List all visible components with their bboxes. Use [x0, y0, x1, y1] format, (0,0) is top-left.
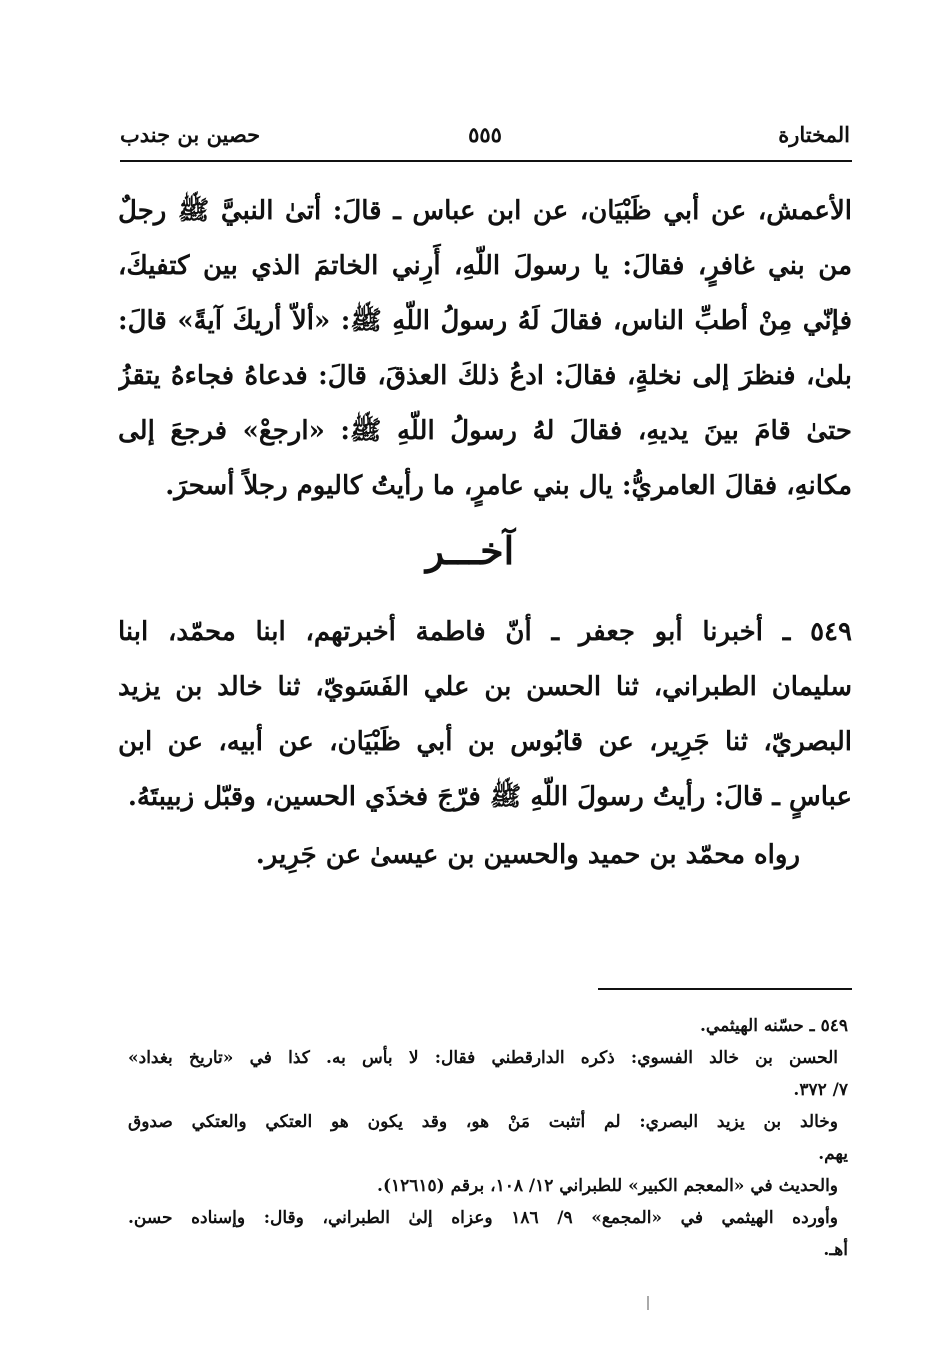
footnote-line: ٥٤٩ ـ حسّنه الهيثمي. — [700, 1016, 848, 1036]
section-title: آخـــر — [425, 528, 515, 573]
text-line: بلىٰ، فنظرَ إلى نخلةٍ، فقالَ: ادعُ ذلكَ العذقَ، قالَ: فدعاهُ فجاءهُ يتقزُ — [118, 361, 852, 391]
text-line: ٥٤٩ ـ أخبرنا أبو جعفر ـ أنّ فاطمة أخبرتهم، ابنا محمّد، ابنا — [118, 617, 852, 647]
footnote-line: وأورده الهيثمي في «المجمع» ٩/ ١٨٦ وعزاه إلىٰ الطبراني، وقال: وإسناده حسن. — [128, 1208, 838, 1228]
text-line: من بني غافرٍ، فقالَ: يا رسولَ اللّهِ، أَرِني الخاتمَ الذي بين كتفيكَ، — [118, 251, 852, 281]
text-line: حتىٰ قامَ بينَ يديهِ، فقالَ لهُ رسولُ اللّهِ ﷺ: «ارجعْ» فرجعَ إلى — [118, 416, 852, 446]
header-rule — [120, 160, 852, 162]
header-book-title: المختارة — [778, 122, 850, 147]
scan-mark — [647, 1296, 649, 1310]
paragraph-2 — [118, 605, 852, 825]
text-line: الأعمش، عن أبي ظَبْيَان، عن ابن عباس ـ قالَ: أتىٰ النبيَّ ﷺ رجلٌ — [118, 196, 852, 226]
footnotes — [128, 1010, 848, 1266]
page-number: ٥٥٥ — [468, 122, 502, 147]
header-chapter-title: حصين بن جندب — [120, 122, 261, 147]
text-line: سليمان الطبراني، ثنا الحسن بن علي الفَسَويّ، ثنا خالد بن يزيد — [118, 672, 852, 702]
footnote-line: وخالد بن يزيد البصري: لم أتثبت مَنْ هو، وقد يكون هو العتكي والعتكي صدوق — [128, 1112, 838, 1132]
text-line: فإنّي مِنْ أطبِّ الناس، فقالَ لَهُ رسولُ اللّهِ ﷺ: «ألاّ أريكَ آيةً» قالَ: — [118, 306, 852, 336]
footnote-line: الحسن بن خالد الفسوي: ذكره الدارقطني فقال: لا بأس به. كذا في «تاريخ بغداد» — [128, 1048, 838, 1068]
footnote-line: يهم. — [818, 1144, 848, 1164]
text-line: عباسٍ ـ قالَ: رأيتُ رسولَ اللّهِ ﷺ فرّجَ فخذَي الحسين، وقبّل زبيبتَهُ. — [127, 782, 852, 812]
paragraph-3: رواه محمّد بن حميد والحسين بن عيسىٰ عن جَرِير. — [255, 840, 800, 870]
footnote-line: أهـ. — [823, 1240, 848, 1260]
paragraph-1 — [118, 184, 852, 514]
text-line: البصريّ، ثنا جَرِير، عن قابُوس بن أبي ظَبْيَان، عن أبيه، عن ابن — [118, 727, 852, 757]
running-header — [120, 118, 850, 158]
text-line: مكانهِ، فقالَ العامريُّ: يال بني عامرٍ، ما رأيتُ كاليوم رجلاً أسحرَ. — [165, 471, 852, 501]
footnote-rule — [598, 988, 852, 990]
footnote-line: والحديث في «المعجم الكبير» للطبراني ١٢/ ١٠٨، برقم (١٢٦١٥). — [377, 1176, 838, 1196]
footnote-line: ٧/ ٣٧٢. — [793, 1080, 848, 1100]
